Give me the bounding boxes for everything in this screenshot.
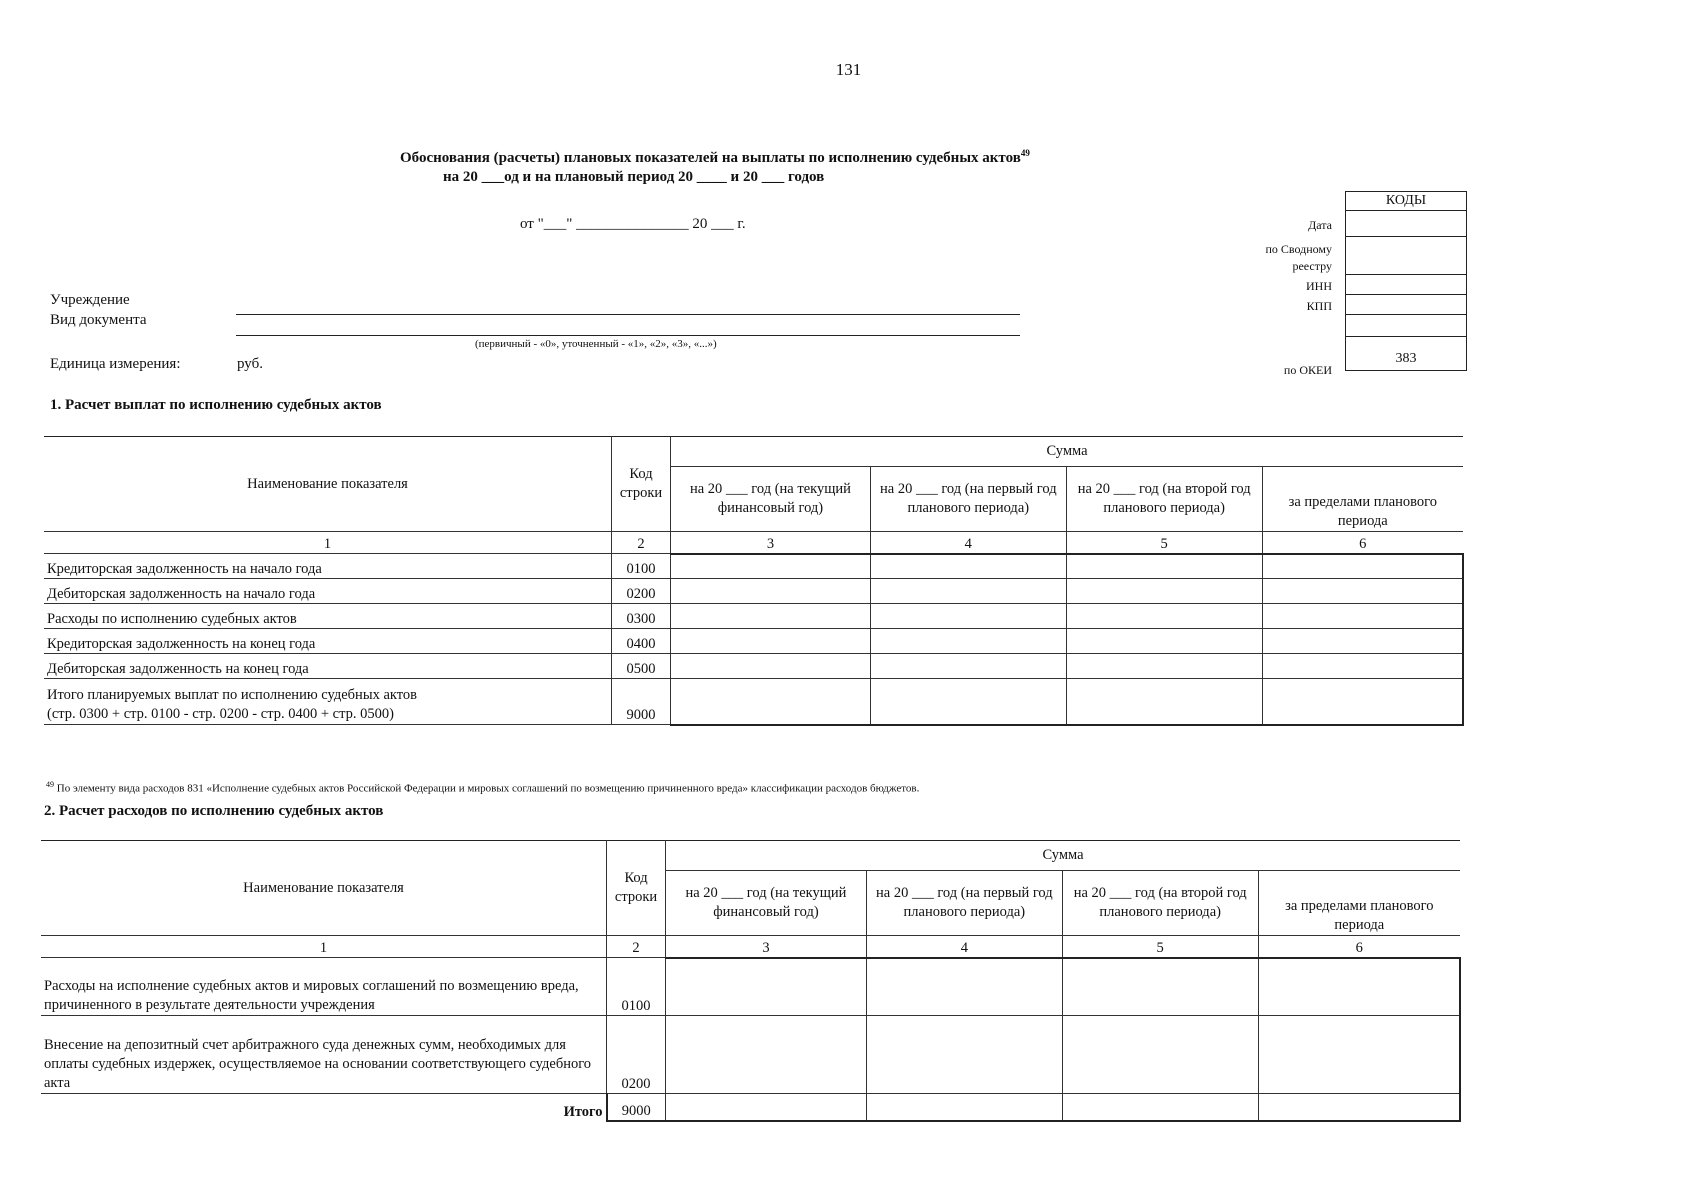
section1-table bbox=[44, 436, 1464, 726]
s2-header-code: Код строки bbox=[607, 841, 666, 936]
codes-header: КОДЫ bbox=[1346, 192, 1466, 211]
s1-row-name: Дебиторская задолженность на начало года bbox=[44, 579, 612, 604]
codes-registry-label-2: реестру bbox=[1292, 259, 1332, 273]
s2-header-y3: на 20 ___ год (на второй год планового периода) bbox=[1062, 871, 1258, 936]
s1-colnum-6: 6 bbox=[1262, 532, 1463, 554]
doc-type-label: Вид документа bbox=[50, 312, 147, 328]
s2-colnum-2: 2 bbox=[607, 936, 666, 958]
s2-header-y2: на 20 ___ год (на первый год планового периода) bbox=[866, 871, 1062, 936]
s2-cell[interactable] bbox=[866, 1094, 1062, 1121]
s1-cell[interactable] bbox=[870, 604, 1066, 629]
s1-colnum-2: 2 bbox=[612, 532, 671, 554]
s1-row-name: Расходы по исполнению судебных актов bbox=[44, 604, 612, 629]
s2-row-name: Расходы на исполнение судебных актов и мировых соглашений по возмещению вреда, причиненного в результате деятельности учреждения bbox=[41, 958, 607, 1016]
codes-okei-label: по ОКЕИ bbox=[1283, 363, 1332, 377]
s1-header-y1: на 20 ___ год (на текущий финансовый год) bbox=[671, 467, 871, 532]
codes-okei-cell: 383 bbox=[1395, 351, 1417, 366]
codes-date-cell[interactable] bbox=[1346, 211, 1466, 237]
footnote-ref: 49 bbox=[1020, 148, 1030, 158]
codes-date-label: Дата bbox=[1308, 218, 1332, 232]
codes-kpp-cell[interactable] bbox=[1346, 295, 1466, 315]
s1-row-name: Дебиторская задолженность на конец года bbox=[44, 654, 612, 679]
s1-cell[interactable] bbox=[1066, 554, 1262, 579]
s1-cell[interactable] bbox=[1262, 554, 1463, 579]
s1-cell[interactable] bbox=[1066, 654, 1262, 679]
s1-header-code: Код строки bbox=[612, 437, 671, 532]
s2-header-y4: за пределами планового периода bbox=[1258, 871, 1460, 936]
s1-cell[interactable] bbox=[870, 579, 1066, 604]
s2-cell[interactable] bbox=[666, 958, 867, 1016]
table-row bbox=[44, 604, 1463, 629]
footnote bbox=[46, 780, 919, 795]
s1-header-y4: за пределами планового периода bbox=[1262, 467, 1463, 532]
s1-cell[interactable] bbox=[1262, 629, 1463, 654]
unit-label: Единица измерения: bbox=[50, 356, 181, 372]
s2-colnum-5: 5 bbox=[1062, 936, 1258, 958]
table-row bbox=[44, 554, 1463, 579]
s2-cell[interactable] bbox=[866, 1016, 1062, 1094]
table-row bbox=[44, 679, 1463, 725]
s1-colnum-5: 5 bbox=[1066, 532, 1262, 554]
table-row bbox=[41, 958, 1460, 1016]
s2-cell[interactable] bbox=[1062, 958, 1258, 1016]
s2-row-code: 0100 bbox=[607, 958, 666, 1016]
table-row bbox=[41, 1016, 1460, 1094]
s1-cell[interactable] bbox=[671, 554, 871, 579]
s1-cell[interactable] bbox=[671, 679, 871, 725]
s2-row-name: Внесение на депозитный счет арбитражного суда денежных сумм, необходимых для оплаты судебных издержек, осуществляемое на основании соответствующего судебного акта bbox=[41, 1016, 607, 1094]
s1-cell[interactable] bbox=[671, 579, 871, 604]
s2-total-code: 9000 bbox=[607, 1094, 666, 1121]
s2-cell[interactable] bbox=[666, 1016, 867, 1094]
s1-row-code: 0100 bbox=[612, 554, 671, 579]
s1-row-code: 0500 bbox=[612, 654, 671, 679]
codes-box bbox=[1345, 191, 1467, 371]
s1-header-sum: Сумма bbox=[671, 437, 1464, 467]
s2-cell[interactable] bbox=[666, 1094, 867, 1121]
codes-inn-cell[interactable] bbox=[1346, 275, 1466, 295]
s1-total-name-line1: Итого планируемых выплат по исполнению судебных актов bbox=[47, 687, 417, 703]
s1-header-y3: на 20 ___ год (на второй год планового периода) bbox=[1066, 467, 1262, 532]
table-row bbox=[44, 579, 1463, 604]
s1-row-code: 0300 bbox=[612, 604, 671, 629]
table-row bbox=[41, 1094, 1460, 1121]
s2-cell[interactable] bbox=[1062, 1016, 1258, 1094]
footnote-number: 49 bbox=[46, 780, 54, 789]
table-row bbox=[44, 654, 1463, 679]
s1-cell[interactable] bbox=[870, 679, 1066, 725]
s1-cell[interactable] bbox=[870, 654, 1066, 679]
s1-cell[interactable] bbox=[870, 554, 1066, 579]
institution-label: Учреждение bbox=[50, 292, 130, 308]
s2-cell[interactable] bbox=[1062, 1094, 1258, 1121]
s1-cell[interactable] bbox=[1262, 579, 1463, 604]
codes-kpp-label: КПП bbox=[1306, 299, 1332, 313]
s1-cell[interactable] bbox=[671, 604, 871, 629]
codes-inn-label: ИНН bbox=[1306, 279, 1332, 293]
doc-type-field[interactable] bbox=[236, 335, 1020, 336]
s2-colnum-1: 1 bbox=[41, 936, 607, 958]
s2-cell[interactable] bbox=[866, 958, 1062, 1016]
doc-type-note: (первичный - «0», уточненный - «1», «2», «3», «...») bbox=[475, 338, 717, 350]
document-title-text: Обоснования (расчеты) плановых показателей на выплаты по исполнению судебных актов bbox=[400, 150, 1021, 166]
s2-total-label: Итого bbox=[41, 1094, 607, 1121]
s1-cell[interactable] bbox=[1066, 579, 1262, 604]
s2-header-name: Наименование показателя bbox=[41, 841, 607, 936]
s1-cell[interactable] bbox=[1262, 604, 1463, 629]
s2-header-sum: Сумма bbox=[666, 841, 1460, 871]
s1-colnum-1: 1 bbox=[44, 532, 612, 554]
s1-row-code: 0400 bbox=[612, 629, 671, 654]
document-subtitle: на 20 ___од и на плановый период 20 ____ и 20 ___ годов bbox=[443, 169, 825, 185]
s2-colnum-3: 3 bbox=[666, 936, 867, 958]
s1-header-name: Наименование показателя bbox=[44, 437, 612, 532]
document-title bbox=[400, 148, 1030, 167]
s1-cell[interactable] bbox=[1066, 604, 1262, 629]
section2-table bbox=[41, 840, 1461, 1122]
section1-title: 1. Расчет выплат по исполнению судебных актов bbox=[50, 397, 382, 413]
s1-colnum-3: 3 bbox=[671, 532, 871, 554]
s2-cell[interactable] bbox=[1258, 1094, 1460, 1121]
s2-colnum-4: 4 bbox=[866, 936, 1062, 958]
unit-value: руб. bbox=[237, 356, 263, 372]
s1-cell[interactable] bbox=[1066, 679, 1262, 725]
s1-cell[interactable] bbox=[1066, 629, 1262, 654]
s1-colnum-4: 4 bbox=[870, 532, 1066, 554]
s2-row-code: 0200 bbox=[607, 1016, 666, 1094]
institution-field[interactable] bbox=[236, 314, 1020, 315]
s1-cell[interactable] bbox=[1262, 679, 1463, 725]
codes-empty-cell[interactable] bbox=[1346, 315, 1466, 337]
s1-cell[interactable] bbox=[671, 629, 871, 654]
s2-colnum-6: 6 bbox=[1258, 936, 1460, 958]
s2-header-y1: на 20 ___ год (на текущий финансовый год) bbox=[666, 871, 867, 936]
footnote-text: По элементу вида расходов 831 «Исполнение судебных актов Российской Федерации и мировых соглашений по возмещению причиненного вреда» классификации расходов бюджетов. bbox=[54, 782, 920, 795]
codes-registry-cell[interactable] bbox=[1346, 237, 1466, 275]
s1-header-y2: на 20 ___ год (на первый год планового периода) bbox=[870, 467, 1066, 532]
s2-cell[interactable] bbox=[1258, 1016, 1460, 1094]
s1-total-code: 9000 bbox=[612, 679, 671, 725]
page-number: 131 bbox=[835, 60, 862, 79]
s2-cell[interactable] bbox=[1258, 958, 1460, 1016]
s1-cell[interactable] bbox=[671, 654, 871, 679]
s1-total-name-line2: (стр. 0300 + стр. 0100 - стр. 0200 - стр. 0400 + стр. 0500) bbox=[47, 706, 394, 722]
s1-total-name bbox=[44, 679, 612, 725]
codes-registry-label-1: по Сводному bbox=[1265, 242, 1332, 256]
s1-row-code: 0200 bbox=[612, 579, 671, 604]
s1-row-name: Кредиторская задолженность на начало года bbox=[44, 554, 612, 579]
date-line: от "___" _______________ 20 ___ г. bbox=[520, 216, 746, 232]
s1-cell[interactable] bbox=[870, 629, 1066, 654]
table-row bbox=[44, 629, 1463, 654]
section2-title: 2. Расчет расходов по исполнению судебных актов bbox=[44, 803, 384, 819]
s1-row-name: Кредиторская задолженность на конец года bbox=[44, 629, 612, 654]
s1-cell[interactable] bbox=[1262, 654, 1463, 679]
